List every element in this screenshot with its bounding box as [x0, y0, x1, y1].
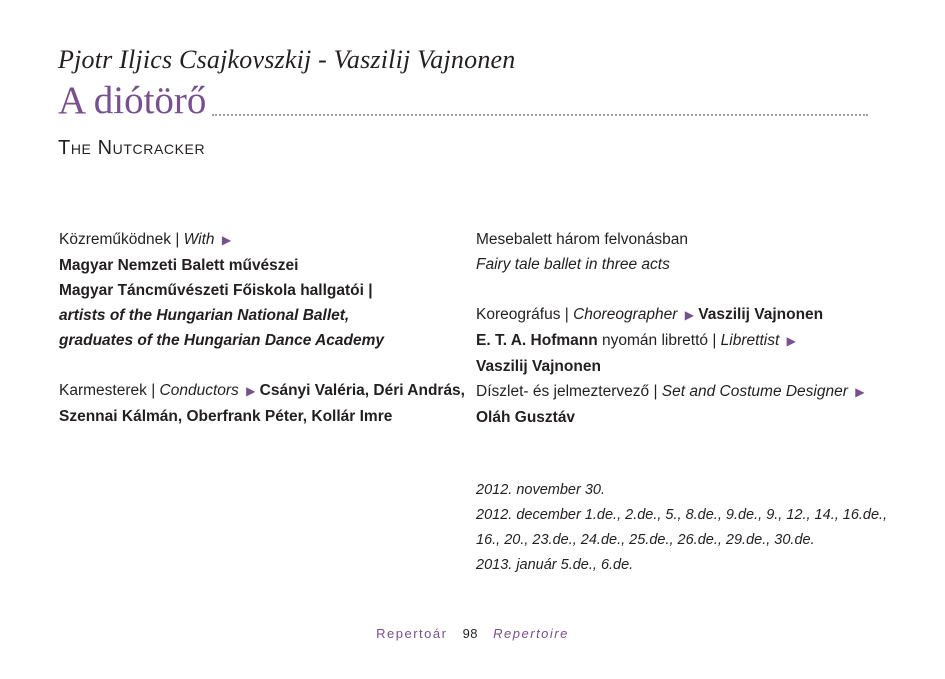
- triangle-arrow-icon: ▶: [221, 233, 232, 247]
- choreographer-line: [476, 302, 896, 328]
- choreographer-label-hu: Koreográfus: [476, 306, 561, 323]
- performers-line-3: artists of the Hungarian National Ballet,: [59, 307, 350, 324]
- designer-label-hu: Díszlet- és jelmeztervező: [476, 383, 650, 400]
- choreographer-name: Vaszilij Vajnonen: [698, 306, 824, 323]
- designer-label-en: Set and Costume Designer: [661, 383, 848, 400]
- date-line: 2012. december 1.de., 2.de., 5., 8.de., 9.de., 9., 12., 14., 16.de.,: [476, 507, 888, 523]
- librettist-label-hu: nyomán librettó: [602, 332, 709, 349]
- footer-section-en: Repertoire: [493, 626, 569, 641]
- librettist-name: Vaszilij Vajnonen: [476, 358, 601, 375]
- triangle-arrow-icon: ▶: [246, 384, 256, 398]
- dotted-leader: [212, 114, 868, 116]
- separator: |: [564, 306, 569, 323]
- page-title: A diótörő: [58, 79, 207, 122]
- date-line: 2013. január 5.de., 6.de.: [476, 557, 634, 573]
- english-title: The Nutcracker: [58, 137, 206, 159]
- conductors-label-hu: Karmesterek: [59, 382, 147, 399]
- separator: |: [175, 231, 180, 248]
- footer-section-hu: Repertoár: [376, 626, 448, 641]
- designer-line: [476, 379, 896, 405]
- conductors-label-en: Conductors: [159, 382, 239, 399]
- librettist-line: [476, 328, 896, 354]
- separator: |: [151, 382, 156, 399]
- title-row: [58, 80, 868, 122]
- right-column: [476, 227, 896, 430]
- triangle-arrow-icon: ▶: [855, 385, 865, 399]
- left-column: [59, 227, 465, 429]
- composer-line: Pjotr Iljics Csajkovszkij - Vaszilij Vajnonen: [58, 45, 516, 74]
- performers-line-4: graduates of the Hungarian Dance Academy: [59, 332, 385, 349]
- conductors-line: [59, 378, 465, 404]
- triangle-arrow-icon: ▶: [786, 334, 796, 348]
- with-label-en: With: [183, 231, 215, 248]
- performance-dates: [476, 478, 887, 578]
- with-label-hu: Közreműködnek: [59, 231, 172, 248]
- genre-hu: Mesebalett három felvonásban: [476, 231, 688, 248]
- choreographer-label-en: Choreographer: [573, 306, 678, 323]
- date-line: 16., 20., 23.de., 24.de., 25.de., 26.de., 29.de., 30.de.: [476, 532, 815, 548]
- triangle-arrow-icon: ▶: [684, 308, 694, 322]
- separator: |: [653, 383, 658, 400]
- performers-line-1: Magyar Nemzeti Balett művészei: [59, 257, 299, 274]
- librettist-label-en: Librettist: [720, 332, 780, 349]
- page-number: 98: [462, 626, 479, 641]
- genre-en: Fairy tale ballet in three acts: [476, 256, 670, 273]
- conductors-names-2: Szennai Kálmán, Oberfrank Péter, Kollár Imre: [59, 408, 393, 425]
- with-line: [59, 227, 459, 253]
- designer-name: Oláh Gusztáv: [476, 409, 576, 426]
- librettist-source: E. T. A. Hofmann: [476, 332, 598, 349]
- performers-line-2: Magyar Táncművészeti Főiskola hallgatói |: [59, 282, 373, 299]
- page-footer: [0, 626, 945, 641]
- conductors-names-1: Csányi Valéria, Déri András,: [259, 382, 465, 399]
- separator: |: [712, 332, 717, 349]
- date-line: 2012. november 30.: [476, 482, 605, 498]
